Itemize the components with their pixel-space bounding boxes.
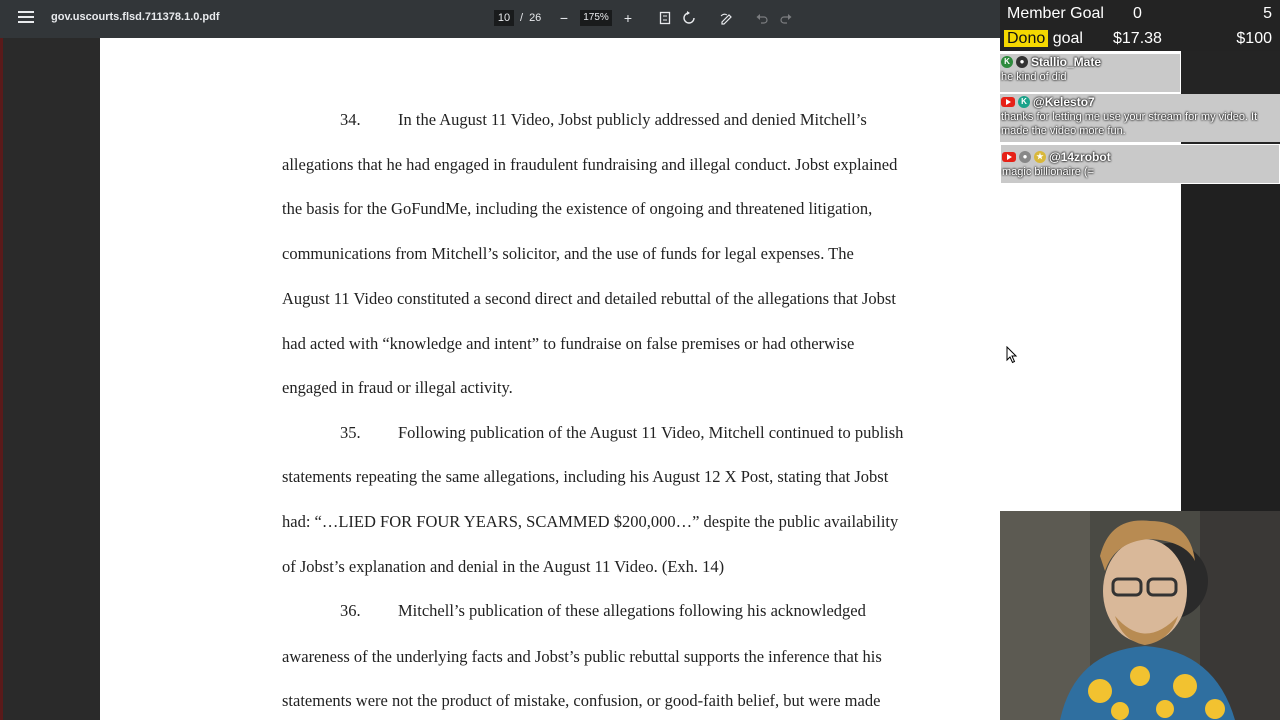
mouse-cursor-icon — [1006, 346, 1018, 364]
avatar: ● — [1019, 151, 1031, 163]
menu-icon[interactable] — [18, 11, 34, 25]
paragraph-number: 36. — [340, 601, 361, 620]
paragraph-line: August 11 Video constituted a second direct and detailed rebuttal of the allegations that Jobst — [282, 289, 896, 308]
paragraph-line: engaged in fraud or illegal activity. — [282, 378, 513, 397]
fit-page-icon[interactable] — [656, 9, 674, 27]
paragraph-line: had acted with “knowledge and intent” to fundraise on false premises or had otherwise — [282, 334, 855, 353]
paragraph-line: had: “…LIED FOR FOUR YEARS, SCAMMED $200,000…” despite the public availability — [282, 512, 899, 531]
chat-username: @14zrobot — [1049, 150, 1111, 164]
kick-badge-icon: K — [1001, 56, 1013, 68]
chat-message — [1000, 54, 1180, 92]
paragraph-number: 35. — [340, 423, 361, 442]
paragraph-line: the basis for the GoFundMe, including the existence of ongoing and threatened litigation, — [282, 199, 873, 218]
chat-text: magic billionaire (= — [1002, 166, 1095, 178]
paragraph-line: awareness of the underlying facts and Jobst’s public rebuttal supports the inference that his — [282, 647, 882, 666]
chat-username: @Kelesto7 — [1033, 95, 1095, 109]
page-separator: / — [520, 12, 524, 24]
paragraph-first-line: Mitchell’s publication of these allegations following his acknowledged — [398, 601, 866, 620]
chat-message — [1000, 144, 1280, 184]
member-goal-current: 0 — [1133, 5, 1142, 22]
total-pages: 26 — [529, 12, 542, 24]
current-page-input[interactable]: 10 — [494, 10, 514, 26]
dono-goal-row — [1000, 26, 1280, 51]
overlay-background — [1181, 183, 1280, 513]
youtube-icon — [1002, 152, 1016, 162]
undo-icon[interactable] — [753, 9, 771, 27]
zoom-level-input[interactable]: 175% — [580, 10, 612, 26]
avatar: K — [1018, 96, 1030, 108]
paragraph-line: of Jobst’s explanation and denial in the August 11 Video. (Exh. 14) — [282, 557, 725, 576]
paragraph-number: 34. — [340, 110, 361, 129]
chat-username: Stallio_Mate — [1031, 55, 1102, 69]
member-goal-target: 5 — [1263, 5, 1272, 22]
page-indicator — [494, 10, 541, 26]
member-badge-icon: ★ — [1034, 151, 1046, 163]
zoom-out-button[interactable]: − — [559, 10, 569, 26]
webcam-feed — [1000, 511, 1280, 720]
chat-text: he kind of did — [1001, 71, 1067, 83]
stream-goals-widget — [1000, 0, 1280, 51]
dono-goal-label-rest: goal — [1048, 30, 1083, 47]
redo-icon[interactable] — [777, 9, 795, 27]
viewer-left-margin — [0, 38, 100, 720]
dono-highlight: Dono — [1004, 30, 1048, 47]
chat-message-header — [1000, 54, 1180, 70]
dono-goal-label — [1004, 30, 1083, 48]
user-badge-icon: ● — [1016, 56, 1028, 68]
chat-message-header — [1001, 149, 1279, 165]
paragraph-line: statements repeating the same allegations, including his August 12 X Post, stating that Jobst — [282, 467, 889, 486]
member-goal-label: Member Goal — [1007, 5, 1104, 22]
member-goal-row — [1000, 1, 1280, 26]
document-title: gov.uscourts.flsd.711378.1.0.pdf — [51, 11, 220, 23]
paragraph-line: statements were not the product of mistake, confusion, or good-faith belief, but were made — [282, 691, 881, 710]
chat-text: thanks for letting me use your stream for my video. It made the video more fun. — [1001, 111, 1258, 137]
paragraph-line: allegations that he had engaged in fraudulent fundraising and illegal conduct. Jobst explained — [282, 155, 898, 174]
rotate-icon[interactable] — [680, 9, 698, 27]
paragraph-first-line: In the August 11 Video, Jobst publicly addressed and denied Mitchell’s — [398, 110, 867, 129]
dono-goal-target: $100 — [1236, 30, 1272, 47]
paragraph-first-line: Following publication of the August 11 Video, Mitchell continued to publish — [398, 423, 904, 442]
youtube-icon — [1001, 97, 1015, 107]
chat-message-header — [1000, 94, 1280, 110]
dono-goal-current: $17.38 — [1113, 30, 1162, 47]
chat-message — [1000, 94, 1280, 142]
annotate-icon[interactable] — [718, 9, 736, 27]
paragraph-line: communications from Mitchell’s solicitor, and the use of funds for legal expenses. The — [282, 244, 854, 263]
zoom-in-button[interactable]: + — [623, 10, 633, 26]
